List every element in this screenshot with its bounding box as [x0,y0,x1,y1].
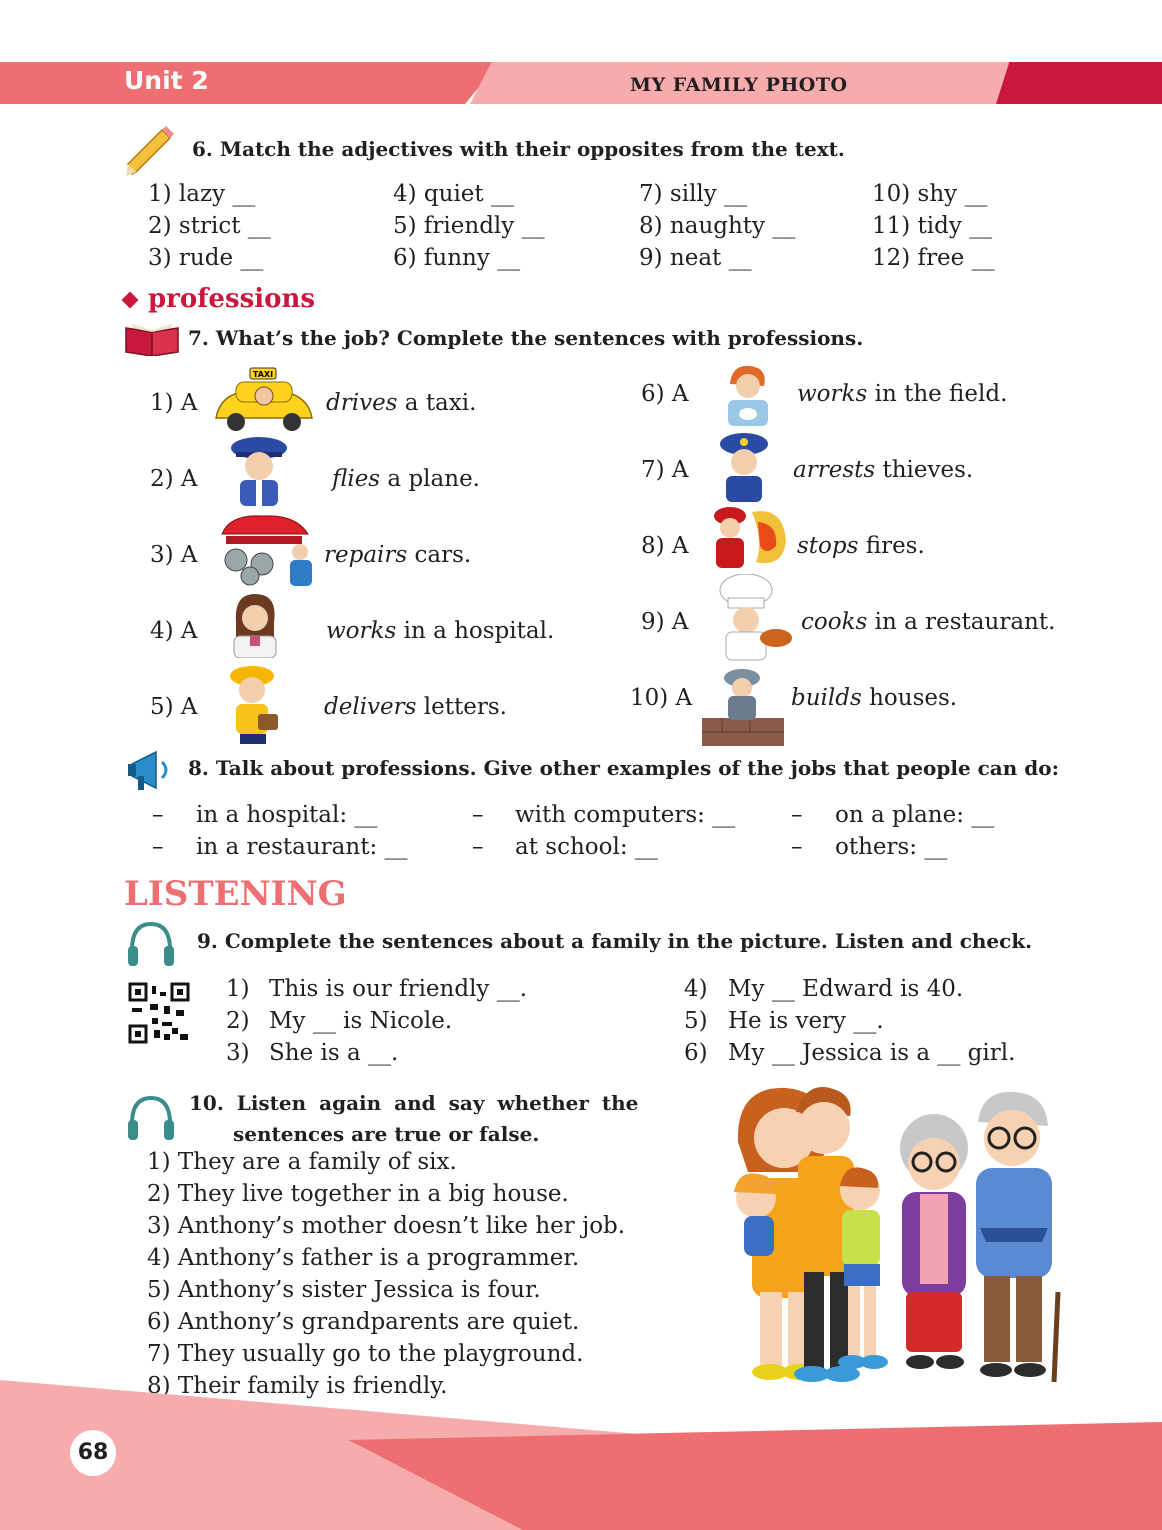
task8-item: in a hospital: __ [196,802,378,828]
page-title: MY FAMILY PHOTO [630,74,848,96]
task7-item-1-number: 1) A [150,390,198,416]
task8-dash: – [152,834,164,860]
section-listening: LISTENING [124,874,347,914]
doctor-picture [222,592,288,658]
svg-text:TAXI: TAXI [252,370,274,379]
firefighter-picture [704,502,788,572]
task6-column-3 [639,181,795,277]
task7-instruction: 7. What’s the job? Complete the sentences with professions. [188,326,864,350]
unit-label: Unit 2 [124,66,209,95]
task8-item: others: __ [835,834,948,860]
farmer-picture [714,362,778,426]
task10-item: 4) Anthony’s father is a programmer. [147,1245,580,1271]
task9-item-text: My __ Edward is 40. [728,976,964,1002]
task6-instruction: 6. Match the adjectives with their opposites from the text. [192,137,845,161]
task10-item: 6) Anthony’s grandparents are quiet. [147,1309,580,1335]
postman-picture [216,662,288,744]
task9-item-number: 2) [226,1008,250,1034]
task7-item-1-text: drives a taxi. [326,390,477,416]
task7-item-9-number: 9) A [641,609,689,635]
task6-item: 7) silly __ [639,181,748,207]
task8-dash: – [472,834,484,860]
task7-item-6-text: works in the field. [797,381,1008,407]
task8-dash: – [791,802,803,828]
taxi-driver-picture [212,366,316,432]
task6-column-2 [393,181,545,277]
task8-dash: – [472,802,484,828]
task7-item-9-text: cooks in a restaurant. [801,609,1056,635]
task10-item: 5) Anthony’s sister Jessica is four. [147,1277,541,1303]
headphones-icon [126,1094,176,1142]
mechanic-picture [216,508,320,588]
task6-item: 1) lazy __ [148,181,256,207]
task8-item: in a restaurant: __ [196,834,408,860]
task7-item-8-text: stops fires. [797,533,925,559]
family-picture [712,1082,1072,1392]
task10-item: 2) They live together in a big house. [147,1181,569,1207]
task8-item: at school: __ [515,834,658,860]
task6-column-4 [872,181,995,277]
task6-item: 5) friendly __ [393,213,545,239]
task9-item-number: 5) [684,1008,708,1034]
task7-item-4-text: works in a hospital. [326,618,555,644]
policeman-picture [714,430,774,502]
task9-item-number: 1) [226,976,250,1002]
task7-item-10-text: builds houses. [791,685,958,711]
task9-item-number: 3) [226,1040,250,1066]
task8-dash: – [791,834,803,860]
task6-item: 2) strict __ [148,213,271,239]
task8-item: on a plane: __ [835,802,995,828]
qr-code-icon [128,982,190,1044]
task6-item: 9) neat __ [639,245,752,271]
task9-item-text: My __ Jessica is a __ girl. [728,1040,1016,1066]
task6-column-1 [148,181,271,277]
diamond-bullet-icon [122,292,139,309]
header-band-right [996,62,1162,104]
task7-item-8-number: 8) A [641,533,689,559]
task10-item: 8) Their family is friendly. [147,1373,448,1399]
task7-item-2-text: flies a plane. [332,466,480,492]
task7-item-4-number: 4) A [150,618,198,644]
section-professions-label: professions [148,284,315,314]
task6-item: 11) tidy __ [872,213,993,239]
task7-item-6-number: 6) A [641,381,689,407]
task7-item-5-text: delivers letters. [324,694,507,720]
task9-item-text: This is our friendly __. [269,976,528,1002]
task9-item-text: My __ is Nicole. [269,1008,453,1034]
task9-item-text: He is very __. [728,1008,884,1034]
task8-instruction: 8. Talk about professions. Give other examples of the jobs that people can do: [188,756,1059,780]
page-number: 68 [70,1430,116,1476]
section-professions [124,284,315,314]
task10-instruction-line2: sentences are true or false. [233,1122,540,1146]
task6-item: 4) quiet __ [393,181,514,207]
task10-item: 1) They are a family of six. [147,1149,457,1175]
task7-item-3-number: 3) A [150,542,198,568]
task6-item: 10) shy __ [872,181,988,207]
task6-item: 6) funny __ [393,245,521,271]
task7-item-7-text: arrests thieves. [793,457,974,483]
task9-instruction: 9. Complete the sentences about a family in the picture. Listen and check. [197,929,1033,953]
task6-item: 8) naughty __ [639,213,796,239]
builder-picture [702,666,784,746]
megaphone-icon [126,748,176,794]
task7-item-2-number: 2) A [150,466,198,492]
task7-item-10-number: 10) A [630,685,693,711]
task8-dash: – [152,802,164,828]
book-icon [124,322,180,356]
task10-item: 3) Anthony’s mother doesn’t like her job. [147,1213,626,1239]
task7-item-7-number: 7) A [641,457,689,483]
task8-item: with computers: __ [515,802,736,828]
headphones-icon [126,920,176,968]
cook-picture [710,574,796,662]
pilot-picture [226,434,292,506]
task10-instruction-line1: 10. Listen again and say whether the [189,1091,639,1115]
task6-item: 12) free __ [872,245,995,271]
task9-item-text: She is a __. [269,1040,399,1066]
header-band-left [0,62,500,104]
task6-item: 3) rude __ [148,245,264,271]
task9-item-number: 4) [684,976,708,1002]
task10-list [147,1149,625,1405]
task7-item-3-text: repairs cars. [324,542,472,568]
task7-item-5-number: 5) A [150,694,198,720]
pencil-icon [124,124,174,178]
task10-item: 7) They usually go to the playground. [147,1341,584,1367]
task9-item-number: 6) [684,1040,708,1066]
